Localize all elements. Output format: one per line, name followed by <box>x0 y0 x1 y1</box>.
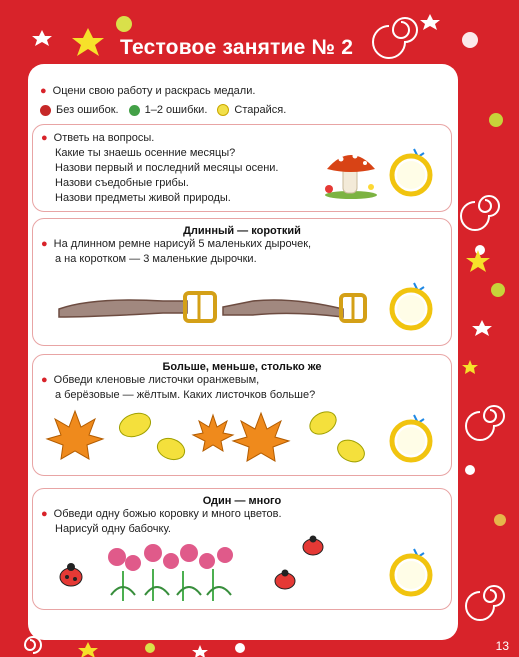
legend-label: Без ошибок. <box>56 104 119 116</box>
flower-icon <box>108 544 233 601</box>
task-bullet-line: ● На длинном ремне нарисуй 5 маленьких дырочек, <box>41 238 312 250</box>
task-line: а берёзовые — жёлтым. Каких листочков больше? <box>55 389 316 401</box>
ladybug-icon <box>53 535 353 601</box>
task-heading: Один — много <box>202 495 282 507</box>
task-heading: Длинный — короткий <box>183 225 301 237</box>
bullet-icon: ● <box>40 85 47 97</box>
task-card-questions <box>32 124 452 212</box>
task-line: Назови съедобные грибы. <box>55 177 189 189</box>
medal-icon[interactable] <box>388 413 434 463</box>
task-text <box>33 507 451 537</box>
legend-label: 1–2 ошибки. <box>144 104 208 116</box>
belt-icon <box>53 287 383 327</box>
mushroom-icon <box>323 147 379 199</box>
task-bullet-text: Обведи кленовые листочки оранжевым, <box>53 374 260 386</box>
task-line: а на коротком — 3 маленькие дырочки. <box>55 253 257 265</box>
legend-label: Старайся. <box>234 104 287 116</box>
task-card-one-many <box>32 488 452 610</box>
task-text <box>41 131 278 206</box>
ladybug <box>60 536 323 590</box>
task-card-long-short <box>32 218 452 346</box>
legend-item-no-errors <box>40 104 119 116</box>
instruction-text: Оцени свою работу и раскрась медали. <box>52 85 256 97</box>
leaf-icon <box>45 405 375 469</box>
green-dot-icon <box>129 105 140 116</box>
instructions <box>40 82 296 120</box>
task-bullet-line: ● Обведи одну божью коровку и много цветов. <box>41 508 282 520</box>
task-line: Назови предметы живой природы. <box>55 192 231 204</box>
legend-item-try <box>217 104 286 116</box>
page-number: 13 <box>495 639 509 653</box>
medal-icon[interactable] <box>388 547 434 597</box>
task-line: Какие ты знаешь осенние месяцы? <box>55 147 236 159</box>
red-dot-icon <box>40 105 51 116</box>
yellow-dot-icon <box>217 104 229 116</box>
task-line: Назови первый и последний месяцы осени. <box>55 162 279 174</box>
task-bullet-line: ● Ответь на вопросы. <box>41 132 155 144</box>
task-line: Нарисуй одну бабочку. <box>55 523 171 535</box>
legend-item-few-errors <box>129 104 208 116</box>
page-title: Тестовое занятие № 2 <box>120 36 354 59</box>
task-bullet-line: ● Обведи кленовые листочки оранжевым, <box>41 374 260 386</box>
task-bullet-text: Обведи одну божью коровку и много цветов. <box>53 508 282 520</box>
task-heading: Больше, меньше, столько же <box>162 361 322 373</box>
medal-icon[interactable] <box>388 147 434 197</box>
task-text <box>33 237 451 267</box>
medal-legend <box>40 100 296 120</box>
birch-leaf-icon <box>116 407 368 466</box>
task-card-more-less <box>32 354 452 476</box>
task-bullet-text: Ответь на вопросы. <box>53 132 155 144</box>
task-text <box>33 373 451 403</box>
worksheet <box>28 64 458 640</box>
task-bullet-text: На длинном ремне нарисуй 5 маленьких дырочек, <box>53 238 312 250</box>
medal-icon[interactable] <box>388 281 434 331</box>
instruction-line <box>40 82 296 100</box>
